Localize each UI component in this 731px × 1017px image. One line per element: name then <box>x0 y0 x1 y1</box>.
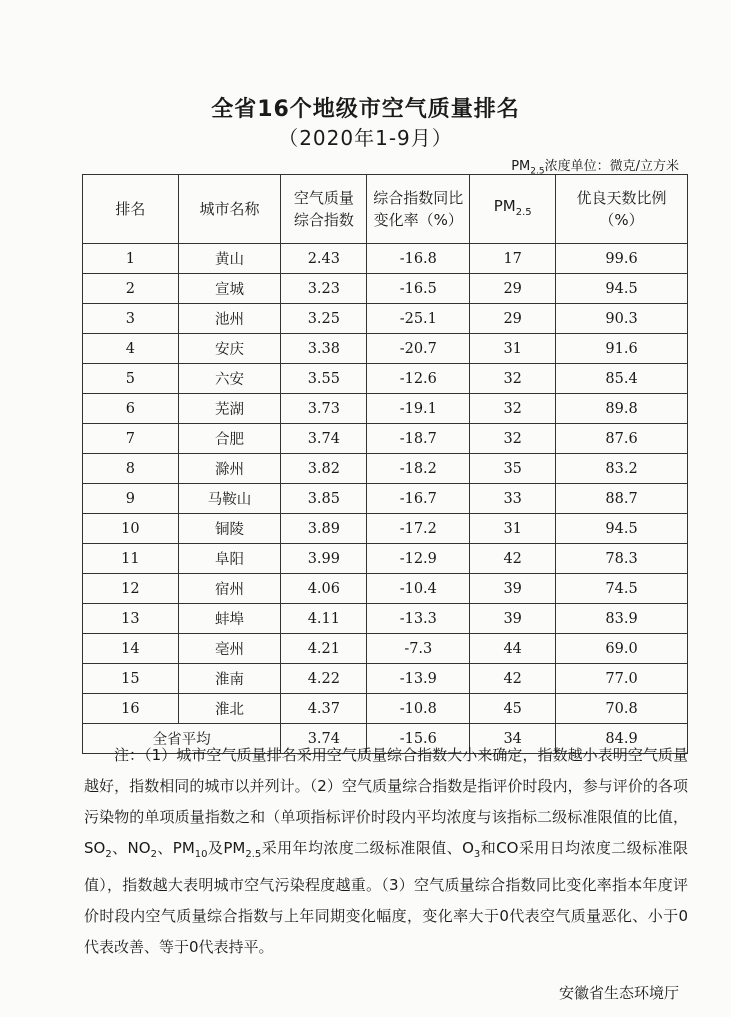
cell-change: -12.9 <box>367 544 470 574</box>
cell-city: 宣城 <box>178 274 281 304</box>
cell-change: -20.7 <box>367 334 470 364</box>
cell-index: 3.85 <box>281 484 367 514</box>
table-row <box>83 304 688 334</box>
header-index-label: 空气质量综合指数 <box>293 189 354 229</box>
cell-rank: 9 <box>83 484 179 514</box>
table-row <box>83 244 688 274</box>
header-index <box>281 175 367 244</box>
cell-pm25: 42 <box>470 544 556 574</box>
cell-pm25: 39 <box>470 604 556 634</box>
cell-good: 77.0 <box>556 664 688 694</box>
notes-text-1: 注：（1）城市空气质量排名采用空气质量综合指数大小来确定，指数越小表明空气质量越好，指数相同的城市以并列计。（2）空气质量综合指数是指评价时段内，参与评价的各项污染物的单项质量指数之和（单项指标评价时段内平均浓度与该指标二级标准限值的比值， <box>84 746 688 826</box>
cell-good: 70.8 <box>556 694 688 724</box>
cell-pm25: 29 <box>470 304 556 334</box>
cell-pm25: 33 <box>470 484 556 514</box>
cell-city: 淮南 <box>178 664 281 694</box>
notes-pm25: PM <box>223 839 246 857</box>
cell-change: -13.3 <box>367 604 470 634</box>
cell-city: 宿州 <box>178 574 281 604</box>
page-title: 全省16个地级市空气质量排名 <box>211 97 520 122</box>
cell-pm25: 42 <box>470 664 556 694</box>
cell-pm25: 31 <box>470 514 556 544</box>
unit-pm: PM <box>511 159 531 174</box>
notes-no2: NO <box>127 839 151 857</box>
table-row <box>83 664 688 694</box>
table-row <box>83 484 688 514</box>
notes-pm25-sub: 2.5 <box>245 849 262 860</box>
cell-index: 3.82 <box>281 454 367 484</box>
cell-rank: 13 <box>83 604 179 634</box>
cell-change: -18.7 <box>367 424 470 454</box>
cell-city: 六安 <box>178 364 281 394</box>
notes-so2-sub: 2 <box>105 849 112 860</box>
header-rank: 排名 <box>83 175 179 244</box>
cell-pm25: 31 <box>470 334 556 364</box>
cell-pm25: 35 <box>470 454 556 484</box>
table-row <box>83 514 688 544</box>
cell-change: -18.2 <box>367 454 470 484</box>
header-pm-label: PM <box>493 196 516 215</box>
cell-index: 4.06 <box>281 574 367 604</box>
cell-rank: 7 <box>83 424 179 454</box>
table-row <box>83 544 688 574</box>
table-row <box>83 604 688 634</box>
cell-good: 74.5 <box>556 574 688 604</box>
cell-good: 85.4 <box>556 364 688 394</box>
cell-good: 94.5 <box>556 274 688 304</box>
cell-index: 3.38 <box>281 334 367 364</box>
cell-rank: 14 <box>83 634 179 664</box>
table-row <box>83 334 688 364</box>
cell-rank: 10 <box>83 514 179 544</box>
cell-rank: 11 <box>83 544 179 574</box>
cell-rank: 16 <box>83 694 179 724</box>
cell-change: -19.1 <box>367 394 470 424</box>
notes-no2-sub: 2 <box>150 849 157 860</box>
unit-rest: 浓度单位：微克/立方米 <box>544 159 679 174</box>
cell-city: 铜陵 <box>178 514 281 544</box>
average-change: -15.6 <box>367 724 470 754</box>
cell-index: 3.73 <box>281 394 367 424</box>
average-index: 3.74 <box>281 724 367 754</box>
notes-and: 及 <box>207 839 224 857</box>
cell-good: 69.0 <box>556 634 688 664</box>
cell-index: 4.37 <box>281 694 367 724</box>
cell-city: 滁州 <box>178 454 281 484</box>
table-row <box>83 634 688 664</box>
table-row <box>83 574 688 604</box>
cell-good: 99.6 <box>556 244 688 274</box>
cell-city: 芜湖 <box>178 394 281 424</box>
cell-change: -16.5 <box>367 274 470 304</box>
cell-change: -10.4 <box>367 574 470 604</box>
cell-rank: 12 <box>83 574 179 604</box>
cell-index: 3.23 <box>281 274 367 304</box>
cell-city: 亳州 <box>178 634 281 664</box>
unit-pm-sub: 2.5 <box>530 166 545 177</box>
header-good <box>556 175 688 244</box>
cell-good: 91.6 <box>556 334 688 364</box>
average-pm25: 34 <box>470 724 556 754</box>
cell-rank: 5 <box>83 364 179 394</box>
cell-change: -12.6 <box>367 364 470 394</box>
notes-pm10-sub: 10 <box>194 849 208 860</box>
cell-rank: 1 <box>83 244 179 274</box>
average-good: 84.9 <box>556 724 688 754</box>
cell-pm25: 45 <box>470 694 556 724</box>
page-subtitle: （2020年1-9月） <box>278 126 453 150</box>
cell-change: -16.7 <box>367 484 470 514</box>
cell-good: 78.3 <box>556 544 688 574</box>
cell-rank: 2 <box>83 274 179 304</box>
notes-text-2: 采用年均浓度二级标准限值、 <box>261 839 463 857</box>
cell-good: 90.3 <box>556 304 688 334</box>
cell-index: 4.22 <box>281 664 367 694</box>
table-row <box>83 454 688 484</box>
table-row <box>83 424 688 454</box>
cell-city: 蚌埠 <box>178 604 281 634</box>
header-city: 城市名称 <box>178 175 281 244</box>
cell-rank: 8 <box>83 454 179 484</box>
notes-paragraph <box>84 740 688 963</box>
average-label: 全省平均 <box>83 724 281 754</box>
cell-pm25: 32 <box>470 394 556 424</box>
cell-index: 3.74 <box>281 424 367 454</box>
cell-city: 马鞍山 <box>178 484 281 514</box>
cell-index: 2.43 <box>281 244 367 274</box>
table-row <box>83 394 688 424</box>
cell-good: 89.8 <box>556 394 688 424</box>
notes-sep-2: 、 <box>156 839 173 857</box>
cell-change: -17.2 <box>367 514 470 544</box>
cell-good: 87.6 <box>556 424 688 454</box>
cell-rank: 4 <box>83 334 179 364</box>
cell-city: 合肥 <box>178 424 281 454</box>
header-pm25 <box>470 175 556 244</box>
cell-pm25: 29 <box>470 274 556 304</box>
cell-rank: 3 <box>83 304 179 334</box>
cell-index: 3.89 <box>281 514 367 544</box>
cell-change: -13.9 <box>367 664 470 694</box>
notes-sep-1: 、 <box>111 839 128 857</box>
cell-good: 94.5 <box>556 514 688 544</box>
header-pm-sub: 2.5 <box>515 206 532 218</box>
notes-o3-sub: 3 <box>473 849 481 860</box>
cell-good: 83.9 <box>556 604 688 634</box>
cell-pm25: 44 <box>470 634 556 664</box>
cell-index: 4.21 <box>281 634 367 664</box>
cell-pm25: 32 <box>470 424 556 454</box>
cell-index: 3.55 <box>281 364 367 394</box>
cell-city: 安庆 <box>178 334 281 364</box>
cell-city: 黄山 <box>178 244 281 274</box>
cell-pm25: 17 <box>470 244 556 274</box>
cell-city: 阜阳 <box>178 544 281 574</box>
cell-index: 3.99 <box>281 544 367 574</box>
cell-index: 3.25 <box>281 304 367 334</box>
issuer-signature: 安徽省生态环境厅 <box>558 984 679 1002</box>
ranking-table <box>82 174 688 754</box>
notes-o3: O <box>462 839 474 857</box>
notes-so2: SO <box>84 839 106 857</box>
table-row <box>83 364 688 394</box>
notes-pm10: PM <box>172 839 195 857</box>
cell-change: -25.1 <box>367 304 470 334</box>
header-change-label: 综合指数同比变化率（%） <box>373 189 464 229</box>
cell-good: 83.2 <box>556 454 688 484</box>
cell-pm25: 32 <box>470 364 556 394</box>
cell-city: 淮北 <box>178 694 281 724</box>
notes-text-3: 和CO采用日均浓度二级标准限值），指数越大表明城市空气污染程度越重。（3）空气质量综合指数同比变化率指本年度评价时段内空气质量综合指数与上年同期变化幅度，变化率大于0代表空气质量恶化、小于0代表改善、等于0代表持平。 <box>84 839 688 956</box>
cell-index: 4.11 <box>281 604 367 634</box>
header-good-label: 优良天数比例（%） <box>576 189 667 229</box>
cell-pm25: 39 <box>470 574 556 604</box>
cell-good: 88.7 <box>556 484 688 514</box>
cell-change: -16.8 <box>367 244 470 274</box>
header-change <box>367 175 470 244</box>
cell-city: 池州 <box>178 304 281 334</box>
cell-change: -7.3 <box>367 634 470 664</box>
cell-rank: 15 <box>83 664 179 694</box>
table-header-row <box>83 175 688 244</box>
cell-rank: 6 <box>83 394 179 424</box>
table-row <box>83 694 688 724</box>
cell-change: -10.8 <box>367 694 470 724</box>
table-row <box>83 274 688 304</box>
